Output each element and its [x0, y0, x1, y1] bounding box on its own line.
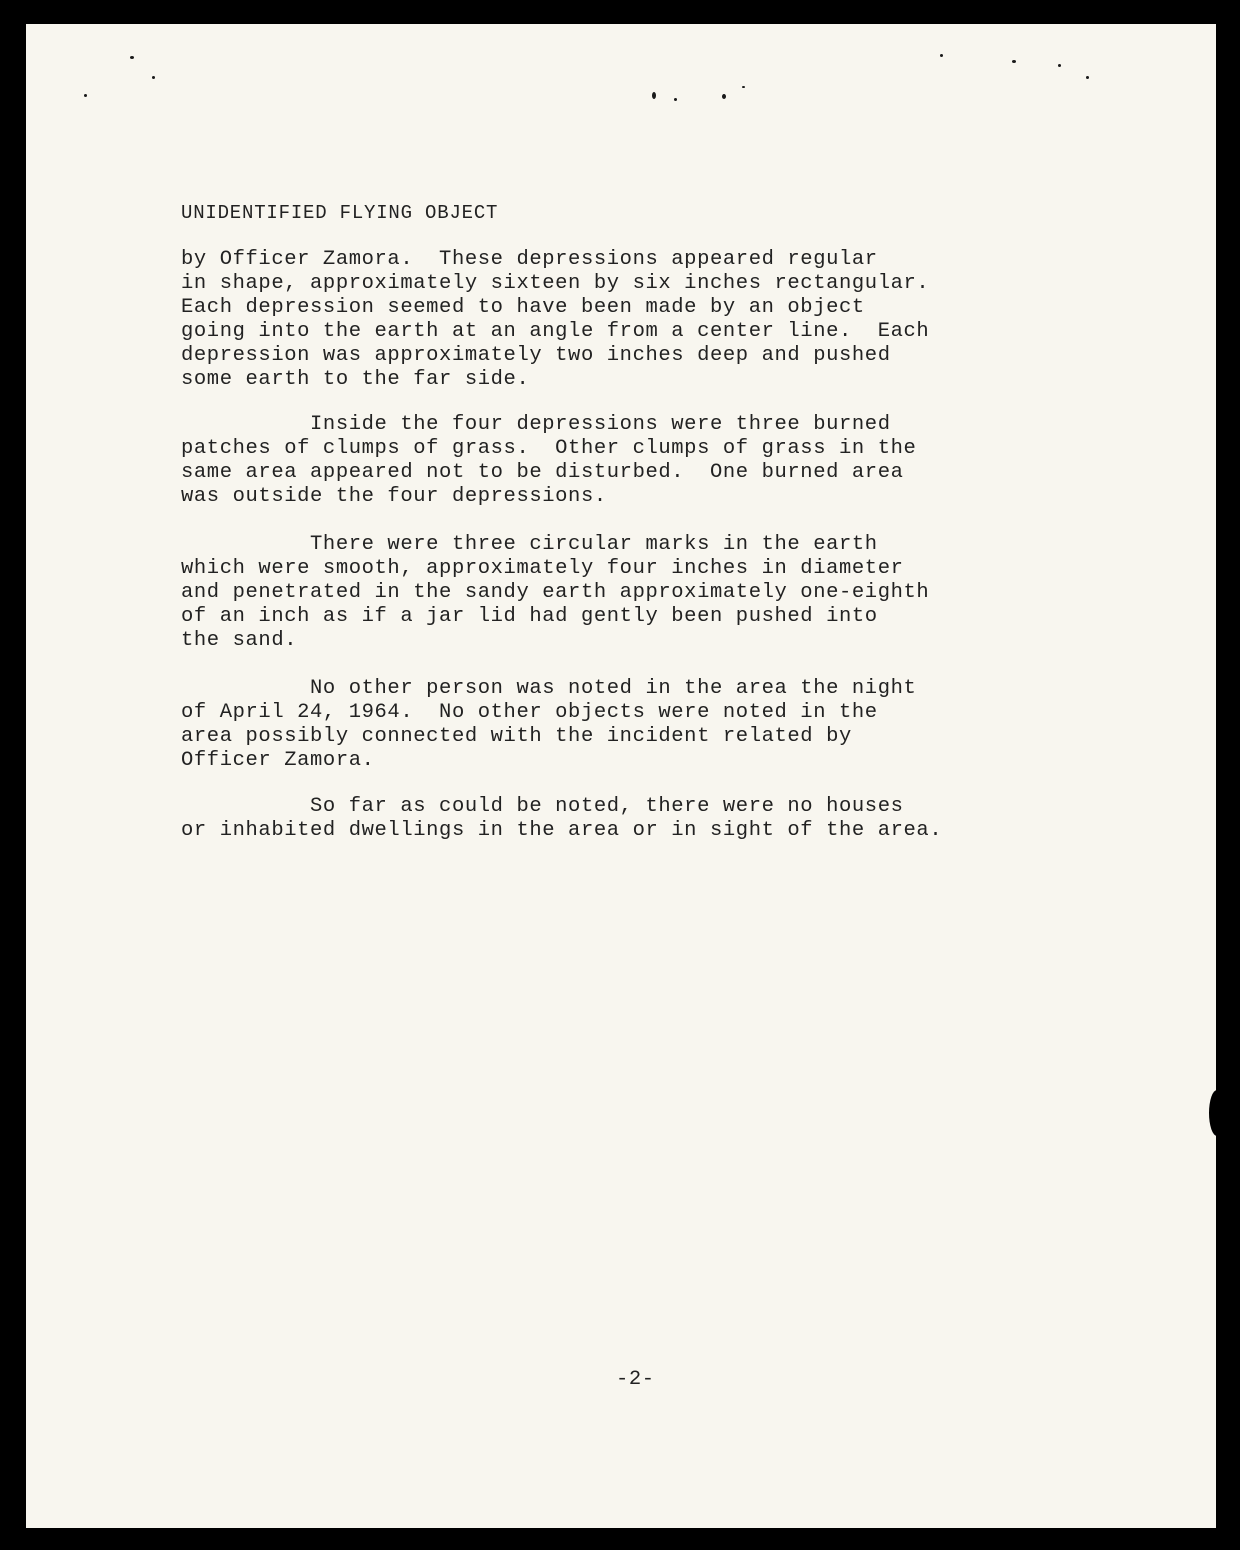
- scan-speck: [84, 94, 87, 97]
- scan-speck: [1058, 64, 1061, 67]
- paragraph: So far as could be noted, there were no houses or inhabited dwellings in the area or in sight of the area.: [181, 795, 943, 842]
- scan-speck: [674, 98, 677, 101]
- scan-speck: [742, 86, 745, 88]
- document-page: [26, 24, 1216, 1528]
- paragraph: Inside the four depressions were three burned patches of clumps of grass. Other clumps of grass in the same area appeared not to be disturbed. One burned area was outside the four depressions.: [181, 413, 917, 508]
- scan-speck: [1086, 76, 1089, 79]
- scan-speck: [722, 94, 726, 99]
- scan-speck: [130, 56, 134, 59]
- document-heading: UNIDENTIFIED FLYING OBJECT: [181, 202, 499, 224]
- punch-hole-mark: [1209, 1090, 1225, 1136]
- paragraph: There were three circular marks in the earth which were smooth, approximately four inches in diameter and penetrated in the sandy earth approximately one-eighth of an inch as if a jar lid had gently been pushed into the sand.: [181, 533, 930, 652]
- scan-speck: [152, 76, 155, 79]
- paragraph: No other person was noted in the area the night of April 24, 1964. No other objects were noted in the area possibly connected with the incident related by Officer Zamora.: [181, 677, 917, 772]
- scan-speck: [1012, 60, 1016, 63]
- page-number: -2-: [616, 1368, 655, 1391]
- scan-speck: [940, 54, 943, 57]
- paragraph: by Officer Zamora. These depressions appeared regular in shape, approximately sixteen by six inches rectangular. Each depression seemed to have been made by an object going into the earth at an angle from a center line. Each depression was approximately two inches deep and pushed some earth to the far side.: [181, 248, 930, 391]
- scan-speck: [652, 92, 656, 99]
